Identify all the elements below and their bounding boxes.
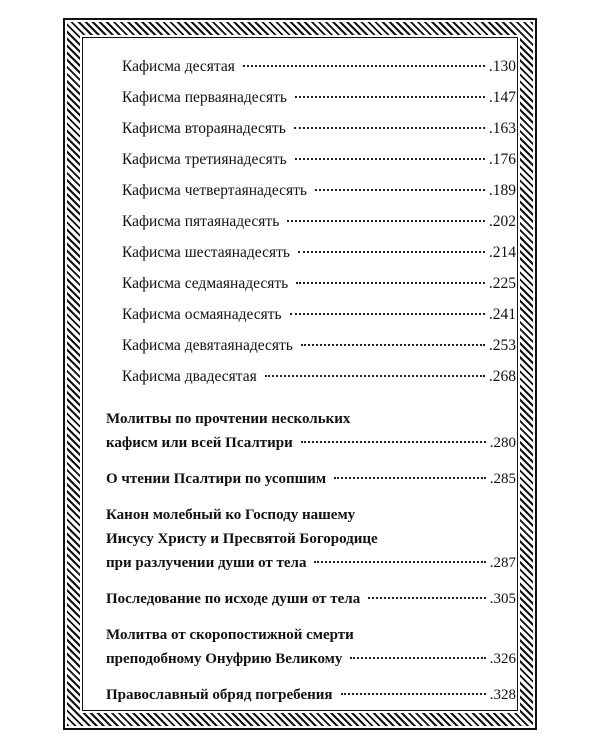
dot-leader xyxy=(301,344,485,346)
toc-title: Кафисма десятая xyxy=(122,58,235,75)
toc-page: .214 xyxy=(488,244,516,261)
dot-leader xyxy=(243,65,485,67)
toc-entry xyxy=(106,151,516,182)
toc-title: Кафисма седмаянадесять xyxy=(122,275,289,292)
toc-title: Кафисма двадесятая xyxy=(122,368,257,385)
toc-page: .268 xyxy=(488,368,516,385)
toc-page: .285 xyxy=(489,471,516,487)
toc-entry xyxy=(106,58,516,89)
toc-title: Кафисма пятаянадесять xyxy=(122,213,280,230)
toc-page: .328 xyxy=(489,687,516,703)
toc-section xyxy=(106,687,516,711)
toc-section-title-line: при разлучении души от тела xyxy=(106,555,307,571)
toc-page: .241 xyxy=(488,306,516,323)
toc-title: Кафисма втораянадесять xyxy=(122,120,286,137)
toc-entry xyxy=(106,182,516,213)
toc-page: .253 xyxy=(488,337,516,354)
toc-page: .225 xyxy=(488,275,516,292)
dot-leader xyxy=(294,127,485,129)
toc-page: .163 xyxy=(488,120,516,137)
toc-section-title-line: преподобному Онуфрию Великому xyxy=(106,651,343,667)
toc-title: Кафисма перваянадесять xyxy=(122,89,287,106)
toc-entry xyxy=(106,244,516,275)
toc-section-title-line: Молитва от скоропостижной смерти xyxy=(106,627,354,643)
toc-section-title-line: О чтении Псалтири по усопшим xyxy=(106,471,327,487)
toc-section xyxy=(106,591,516,615)
toc-page: .189 xyxy=(488,182,516,199)
toc-section-title-line: Канон молебный ко Господу нашему xyxy=(106,507,356,523)
toc-entry xyxy=(106,120,516,151)
toc-section xyxy=(106,627,516,675)
dot-leader xyxy=(295,96,485,98)
toc-section xyxy=(106,411,516,459)
toc-title: Кафисма четвертаянадесять xyxy=(122,182,307,199)
toc-entry xyxy=(106,368,516,399)
toc-page: .202 xyxy=(488,213,516,230)
dot-leader xyxy=(350,657,485,659)
dot-leader xyxy=(295,158,485,160)
dot-leader xyxy=(368,597,486,599)
dot-leader xyxy=(296,282,485,284)
dot-leader xyxy=(290,313,485,315)
toc-page: .326 xyxy=(489,651,516,667)
dot-leader xyxy=(301,441,486,443)
dot-leader xyxy=(314,561,485,563)
toc-entry xyxy=(106,89,516,120)
toc-entry xyxy=(106,337,516,368)
dot-leader xyxy=(287,220,485,222)
toc-page: .176 xyxy=(488,151,516,168)
toc-page: .280 xyxy=(489,435,516,451)
toc-page: .130 xyxy=(488,58,516,75)
toc-section-title-line: Иисусу Христу и Пресвятой Богородице xyxy=(106,531,378,547)
toc-entry xyxy=(106,213,516,244)
dot-leader xyxy=(265,375,485,377)
toc-section-title-line: Православный обряд погребения xyxy=(106,687,333,703)
toc-title: Кафисма шестаянадесять xyxy=(122,244,290,261)
toc-section xyxy=(106,507,516,579)
dot-leader xyxy=(334,477,486,479)
toc-title: Кафисма девятаянадесять xyxy=(122,337,293,354)
toc-section-title-line: Последование по исходе души от тела xyxy=(106,591,361,607)
dot-leader xyxy=(315,189,485,191)
toc-entry xyxy=(106,275,516,306)
toc-section-title-line: кафисм или всей Псалтири xyxy=(106,435,293,451)
toc-title: Кафисма третиянадесять xyxy=(122,151,287,168)
toc-page: .305 xyxy=(489,591,516,607)
toc-section xyxy=(106,471,516,495)
toc-section-title-line: Молитвы по прочтении нескольких xyxy=(106,411,351,427)
table-of-contents xyxy=(106,58,516,711)
dot-leader xyxy=(341,693,486,695)
dot-leader xyxy=(298,251,485,253)
toc-page: .287 xyxy=(489,555,516,571)
toc-page: .147 xyxy=(488,89,516,106)
toc-entry xyxy=(106,306,516,337)
toc-title: Кафисма осмаянадесять xyxy=(122,306,282,323)
